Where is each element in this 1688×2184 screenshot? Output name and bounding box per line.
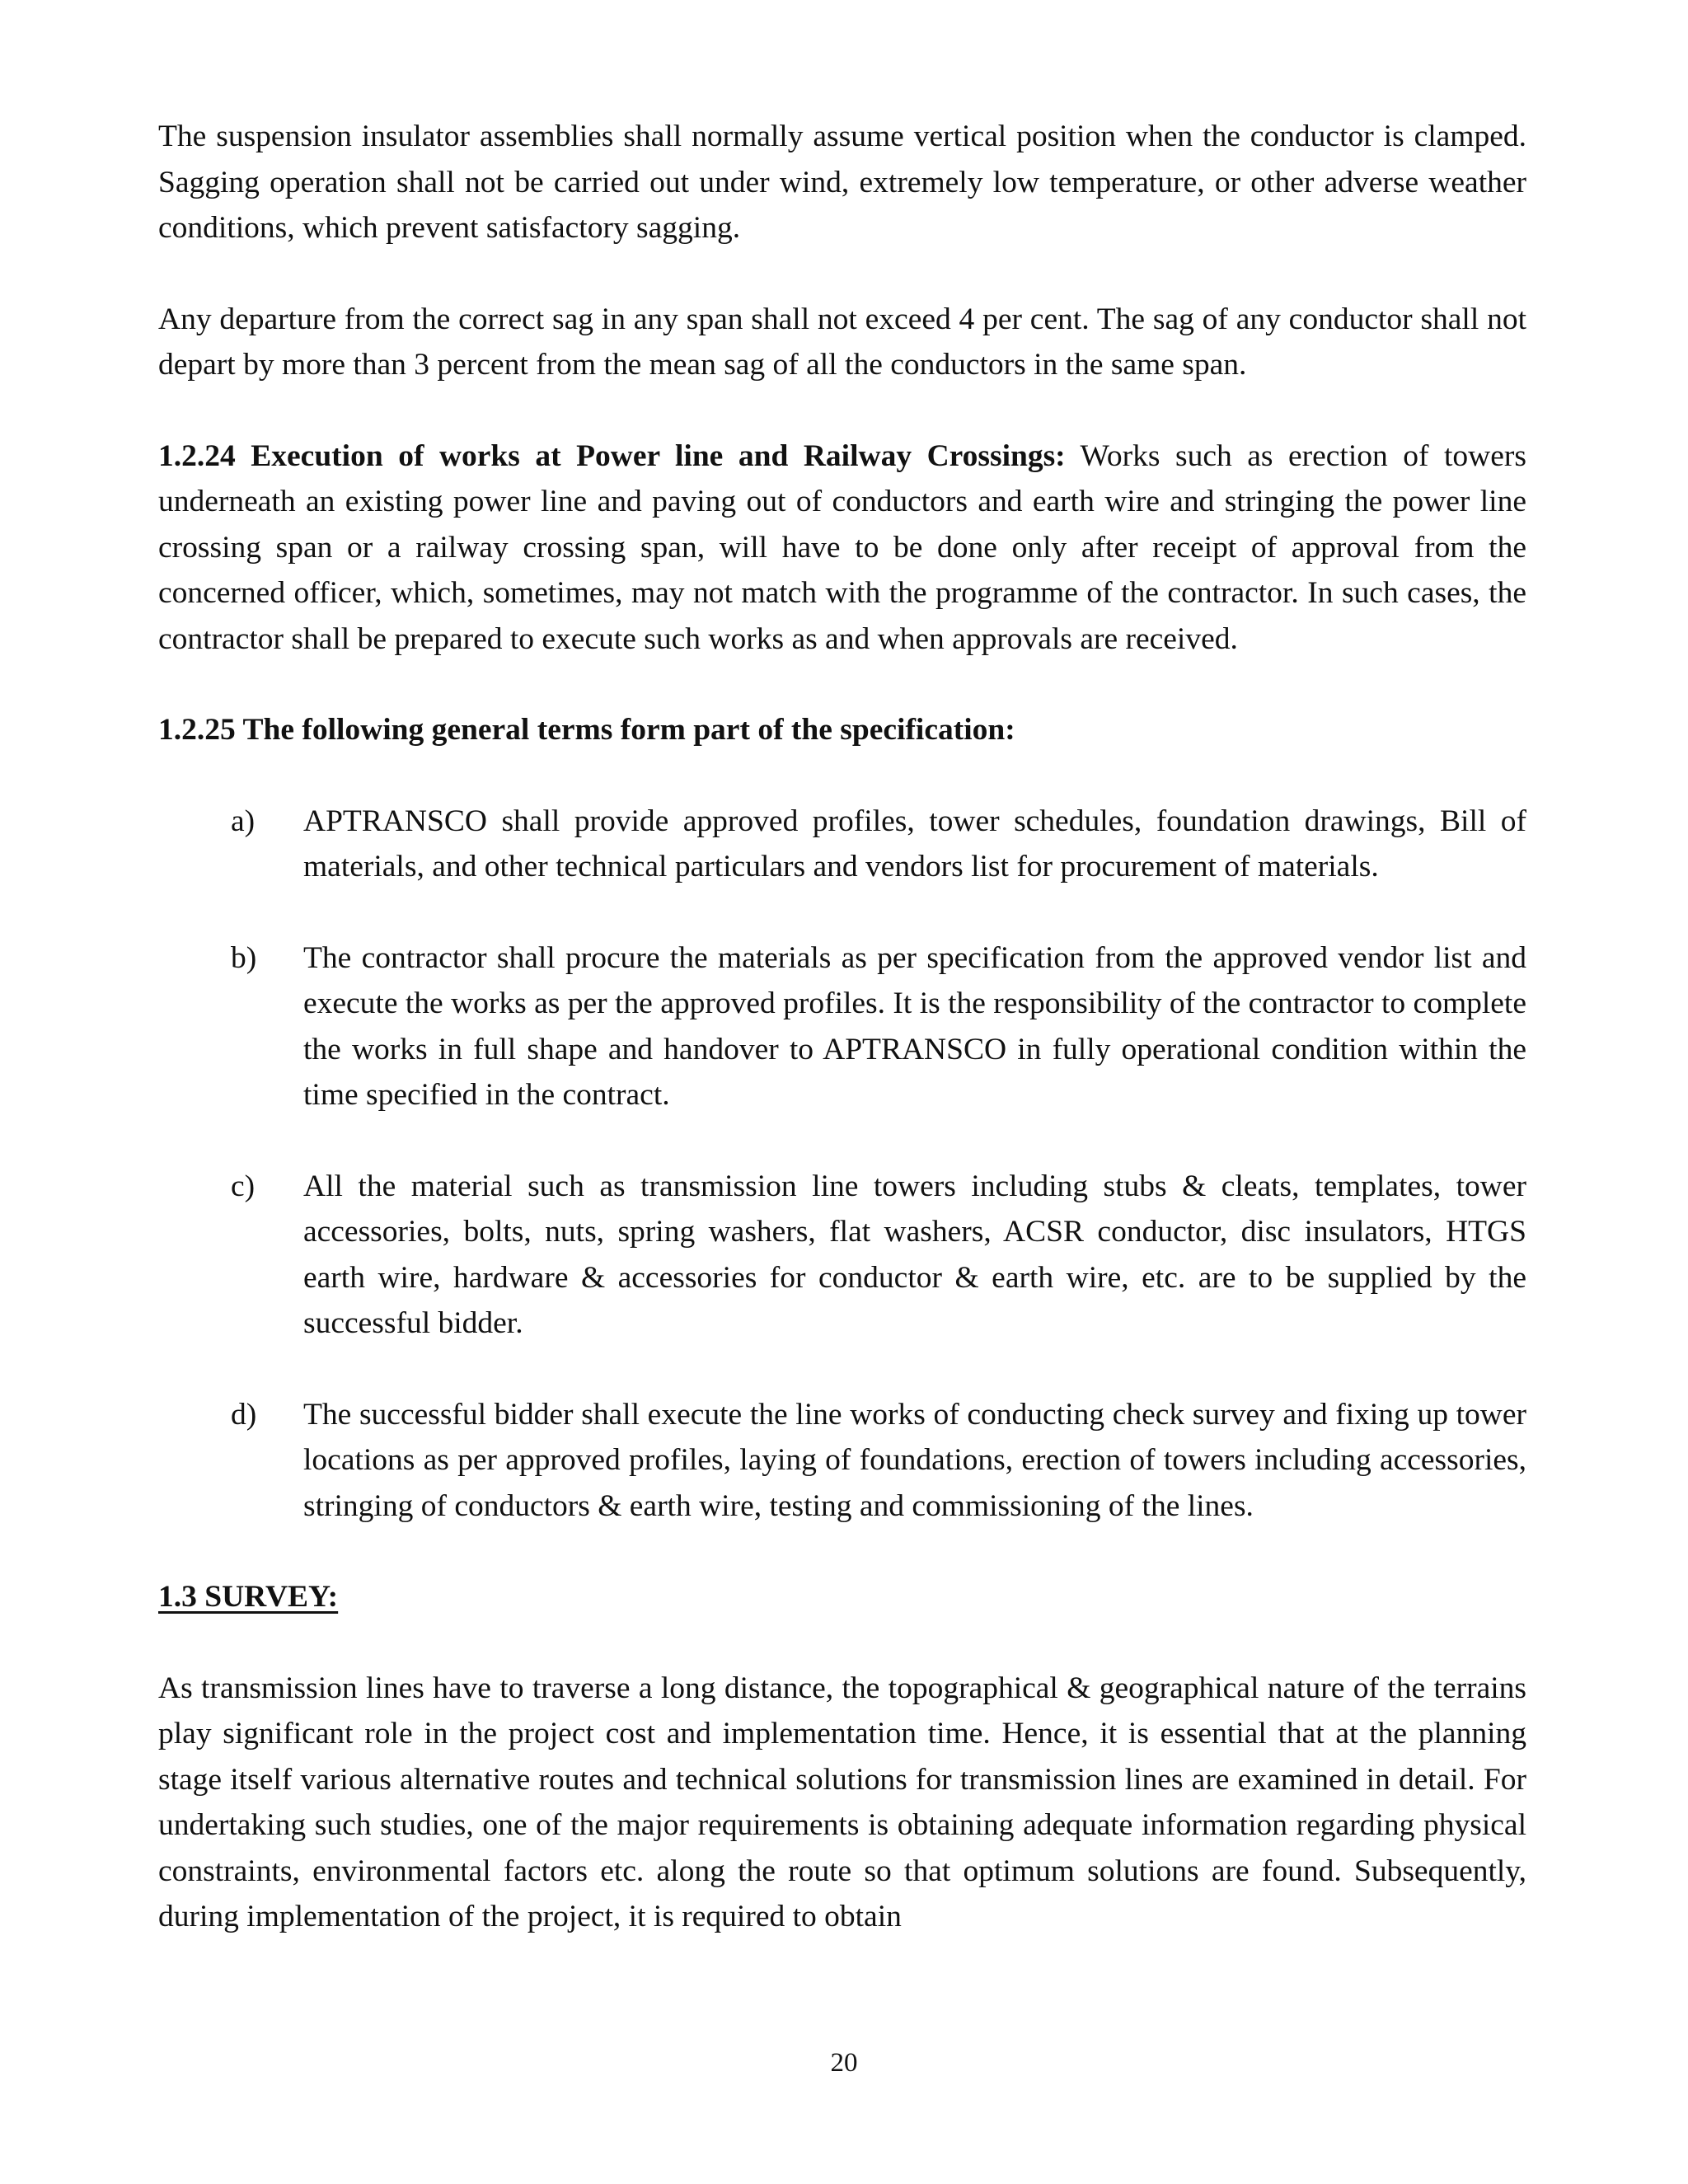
- list-item-letter: a): [231, 804, 256, 838]
- list-item-d: [158, 1392, 1526, 1530]
- page-number: 20: [830, 2048, 858, 2078]
- list-item-c: [158, 1164, 1526, 1347]
- list-item-letter: d): [231, 1397, 257, 1432]
- section-1-3-heading: [158, 1574, 1526, 1620]
- section-1-3-text: As transmission lines have to traverse a long distance, the topographical & geographical nature of the terrains play significant role in the project cost and implementation time. Hence, it is essential that at the planning stage itself various alternative routes and technical solutions for transmission lines are examined in detail. For undertaking such studies, one of the major requirements is obtaining adequate information regarding physical constraints, environmental factors etc. along the route so that optimum solutions are found. Subsequently, during implementation of the project, it is required to obtain: [158, 1671, 1526, 1933]
- paragraph-sag-departure: Any departure from the correct sag in any span shall not exceed 4 per cent. The sag of any conductor shall not depart by more than 3 percent from the mean sag of all the conductors in the same span.: [158, 302, 1526, 382]
- list-item-text: All the material such as transmission line towers including stubs & cleats, templates, tower accessories, bolts, nuts, spring washers, flat washers, ACSR conductor, disc insulators, HTGS earth wire, hardware & accessories for conductor & earth wire, etc. are to be supplied by the successful bidder.: [303, 1169, 1526, 1340]
- list-item-b: [158, 935, 1526, 1118]
- section-1-2-24-text: Works such as erection of towers underneath an existing power line and paving out of conductors and earth wire and stringing the power line crossing span or a railway crossing span, will have to be done only after receipt of approval from the concerned officer, which, sometimes, may not match with the programme of the contractor. In such cases, the contractor shall be prepared to execute such works as and when approvals are received.: [158, 438, 1526, 656]
- list-item-letter: b): [231, 940, 257, 975]
- list-item-letter: c): [231, 1169, 256, 1203]
- section-1-2-25-heading: 1.2.25 The following general terms form part of the specification:: [158, 713, 1015, 747]
- list-item-text: The successful bidder shall execute the line works of conducting check survey and fixing up tower locations as per approved profiles, laying of foundations, erection of towers including accessories, stringing of conductors & earth wire, testing and commissioning of the lines.: [303, 1397, 1526, 1523]
- section-1-2-24: [158, 434, 1526, 663]
- document-page: [158, 114, 1526, 1985]
- section-1-2-24-heading: 1.2.24 Execution of works at Power line and Railway Crossings:: [158, 438, 1066, 473]
- list-item-text: The contractor shall procure the materials as per specification from the approved vendor list and execute the works as per the approved profiles. It is the responsibility of the contractor to complete the works in full shape and handover to APTRANSCO in fully operational condition within the time specified in the contract.: [303, 940, 1526, 1112]
- list-item-a: [158, 799, 1526, 890]
- survey-heading: 1.3 SURVEY:: [158, 1580, 339, 1614]
- paragraph-insulator-assemblies: The suspension insulator assemblies shall normally assume vertical position when the conductor is clamped. Sagging operation shall not be carried out under wind, extremely low temperature, or other adverse weather conditions, which prevent satisfactory sagging.: [158, 120, 1526, 245]
- list-item-text: APTRANSCO shall provide approved profiles, tower schedules, foundation drawings, Bill of materials, and other technical particulars and vendors list for procurement of materials.: [303, 804, 1526, 883]
